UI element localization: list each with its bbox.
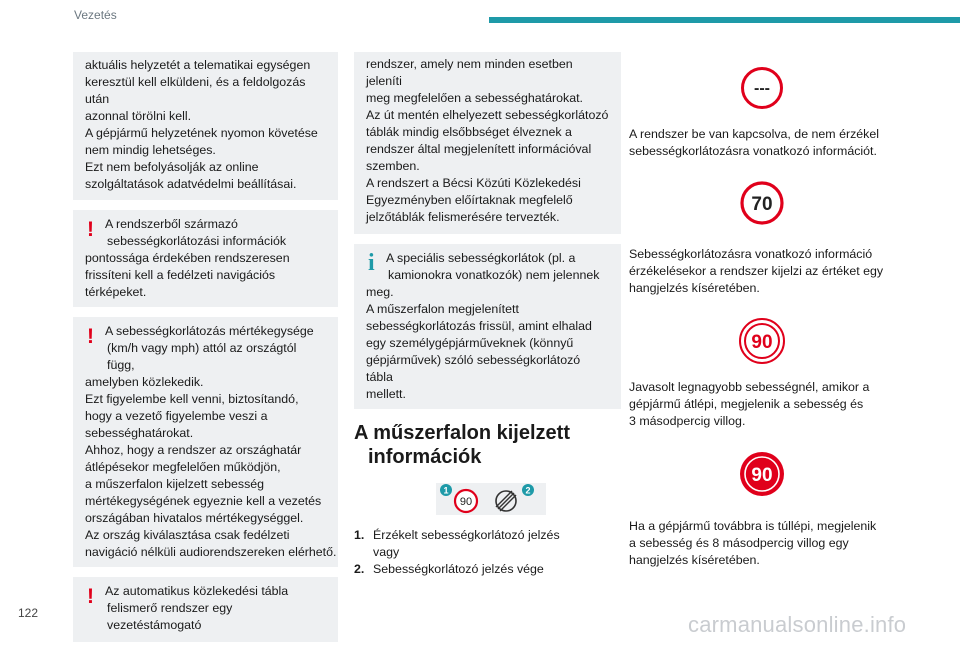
para-speed-exceeded bbox=[629, 518, 894, 569]
text-line: sebességkorlátozás frissül, amint elhalad bbox=[366, 319, 592, 333]
text-line: Ezt nem befolyásolják az online bbox=[85, 160, 259, 174]
text-line: rendszer által megjelenített információval bbox=[366, 142, 592, 156]
text-line: gépjárművek) szóló sebességkorlátozó tábla bbox=[366, 353, 581, 384]
text-line: (km/h vagy mph) attól az országtól függ, bbox=[107, 341, 297, 372]
text-line: érzékelésekor a rendszer kijelzi az értéket egy bbox=[629, 264, 884, 278]
text-line: sebességkorlátozásra vonatkozó információt. bbox=[629, 144, 877, 158]
text-line: hangjelzés kíséretében. bbox=[629, 553, 760, 567]
text-line: amelyben közlekedik. bbox=[85, 375, 204, 389]
text-line: frissíteni kell a fedélzeti navigációs bbox=[85, 268, 276, 282]
text-line: A rendszer be van kapcsolva, de nem érzékel bbox=[629, 127, 880, 141]
text-line: meg. bbox=[366, 285, 394, 299]
text-line: vagy bbox=[373, 545, 400, 559]
legend-list bbox=[354, 527, 621, 578]
text-line: térképeket. bbox=[85, 285, 147, 299]
sign-90-outline bbox=[629, 317, 894, 365]
section-title bbox=[354, 421, 621, 469]
sign-90-filled-label: 90 bbox=[750, 465, 773, 486]
text-line: országában hivatalos mértékegységgel. bbox=[85, 511, 304, 525]
legend-signs-svg bbox=[436, 483, 546, 515]
text-line: aktuális helyzetét a telematikai egységen bbox=[85, 58, 311, 72]
list-item-number: 1. bbox=[354, 528, 365, 542]
speed-limit-sign-value: 90 bbox=[459, 496, 473, 508]
speed-limit-70-sign-icon bbox=[739, 180, 785, 226]
para-limit-detected bbox=[629, 246, 894, 297]
text-line: Érzékelt sebességkorlátozó jelzés bbox=[373, 528, 560, 542]
text-line: Az út mentén elhelyezett sebességkorlátozó bbox=[366, 108, 609, 122]
text-line: hogy a vezető figyelembe veszi a bbox=[85, 409, 268, 423]
sign-90-outline-label: 90 bbox=[750, 332, 773, 353]
sign-no-info-label: --- bbox=[753, 80, 770, 97]
text-line: szolgáltatások adatvédelmi beállításai. bbox=[85, 177, 297, 191]
list-item-number: 2. bbox=[354, 562, 365, 576]
warning-box-sign-recognition bbox=[73, 577, 338, 642]
text-line: hangjelzés kíséretében. bbox=[629, 281, 760, 295]
warning-exclamation-icon: ! bbox=[87, 585, 94, 608]
text-line: A műszerfalon megjelenített bbox=[366, 302, 519, 316]
text-line: Ahhoz, hogy a rendszer az országhatár bbox=[85, 443, 302, 457]
text-line: rendszer, amely nem minden esetben jeleníti bbox=[366, 57, 573, 88]
text-line: nem mindig lehetséges. bbox=[85, 143, 216, 157]
text-line: A sebességkorlátozás mértékegysége bbox=[105, 324, 314, 338]
speed-limit-90-exceeded-sign-icon bbox=[738, 450, 786, 498]
sign-90-filled bbox=[629, 450, 894, 498]
text-line: 3 másodpercig villog. bbox=[629, 414, 746, 428]
warning-box-speed-unit bbox=[73, 317, 338, 567]
para-recommended-speed bbox=[629, 379, 894, 430]
warning-box-map-update bbox=[73, 210, 338, 307]
warning-exclamation-icon: ! bbox=[87, 325, 94, 348]
text-line: Sebességkorlátozásra vonatkozó információ bbox=[629, 247, 873, 261]
warning-exclamation-icon: ! bbox=[87, 218, 94, 241]
text-line: táblák mindig elsőbbséget élveznek a bbox=[366, 125, 572, 139]
text-line: mértékegységének egyeznie kell a vezetés bbox=[85, 494, 322, 508]
section-title-line2: információk bbox=[368, 446, 482, 468]
no-limit-detected-sign-icon bbox=[740, 66, 784, 110]
page-number: 122 bbox=[18, 606, 39, 620]
text-line: Az ország kiválasztása csak fedélzeti bbox=[85, 528, 290, 542]
text-line: sebességhatárokat. bbox=[85, 426, 194, 440]
text-line: Egyezményben előírtaknak megfelelő bbox=[366, 193, 573, 207]
section-title-line1: A műszerfalon kijelzett bbox=[354, 422, 570, 444]
sign-no-info bbox=[629, 66, 894, 110]
column-middle bbox=[354, 52, 621, 578]
text-line: felismerő rendszer egy vezetéstámogató bbox=[107, 601, 233, 632]
speed-limit-90-flashing-sign-icon bbox=[738, 317, 786, 365]
text-line: a műszerfalon kijelzett sebesség bbox=[85, 477, 265, 491]
header-section-label: Vezetés bbox=[74, 8, 117, 22]
header-accent-bar bbox=[489, 17, 960, 23]
text-line: meg megfelelően a sebességhatárokat. bbox=[366, 91, 583, 105]
list-item bbox=[354, 527, 621, 561]
legend-illustration bbox=[436, 483, 546, 515]
text-line: jelzőtáblák felismerésére tervezték. bbox=[366, 210, 560, 224]
text-line: kamionokra vonatkozók) nem jelennek bbox=[388, 268, 600, 282]
text-line: a sebesség és 8 másodpercig villog egy bbox=[629, 536, 849, 550]
text-line: átlépésekor megfelelően működjön, bbox=[85, 460, 281, 474]
list-item-text bbox=[373, 527, 583, 561]
text-line: szemben. bbox=[366, 159, 420, 173]
info-box-special-limits bbox=[354, 244, 621, 409]
badge-2-label: 2 bbox=[525, 485, 531, 496]
para-system-on bbox=[629, 126, 894, 160]
text-line: egy személygépjárműveknek (könnyű bbox=[366, 336, 574, 350]
column-right bbox=[629, 66, 894, 569]
text-line: A speciális sebességkorlátok (pl. a bbox=[386, 251, 576, 265]
text-line: A gépjármű helyzetének nyomon követése bbox=[85, 126, 318, 140]
info-i-icon: i bbox=[368, 250, 375, 276]
list-item bbox=[354, 561, 621, 578]
list-item-text: Sebességkorlátozó jelzés vége bbox=[373, 562, 544, 576]
text-line: mellett. bbox=[366, 387, 406, 401]
text-line: A rendszerből származó bbox=[105, 217, 238, 231]
text-line: A rendszert a Bécsi Közúti Közlekedési bbox=[366, 176, 581, 190]
column-left bbox=[73, 52, 338, 652]
watermark: carmanualsonline.info bbox=[688, 612, 907, 637]
text-line: sebességkorlátozási információk bbox=[107, 234, 287, 248]
badge-1-label: 1 bbox=[443, 485, 449, 496]
text-line: keresztül kell elküldeni, és a feldolgozás után bbox=[85, 75, 306, 106]
text-line: pontossága érdekében rendszeresen bbox=[85, 251, 290, 265]
sign-70 bbox=[629, 180, 894, 226]
text-line: navigáció nélküli audiorendszereken elérhető. bbox=[85, 545, 337, 559]
text-line: Az automatikus közlekedési tábla bbox=[105, 584, 289, 598]
info-box-telematics bbox=[73, 52, 338, 200]
text-line: gépjármű átlépi, megjelenik a sebesség és bbox=[629, 397, 864, 411]
sign-70-label: 70 bbox=[750, 194, 773, 215]
text-line: Javasolt legnagyobb sebességnél, amikor a bbox=[629, 380, 870, 394]
info-box-system-limits bbox=[354, 52, 621, 234]
text-line: Ezt figyelembe kell venni, biztosítandó, bbox=[85, 392, 299, 406]
text-line: Ha a gépjármű továbbra is túllépi, megjelenik bbox=[629, 519, 877, 533]
text-line: azonnal törölni kell. bbox=[85, 109, 192, 123]
